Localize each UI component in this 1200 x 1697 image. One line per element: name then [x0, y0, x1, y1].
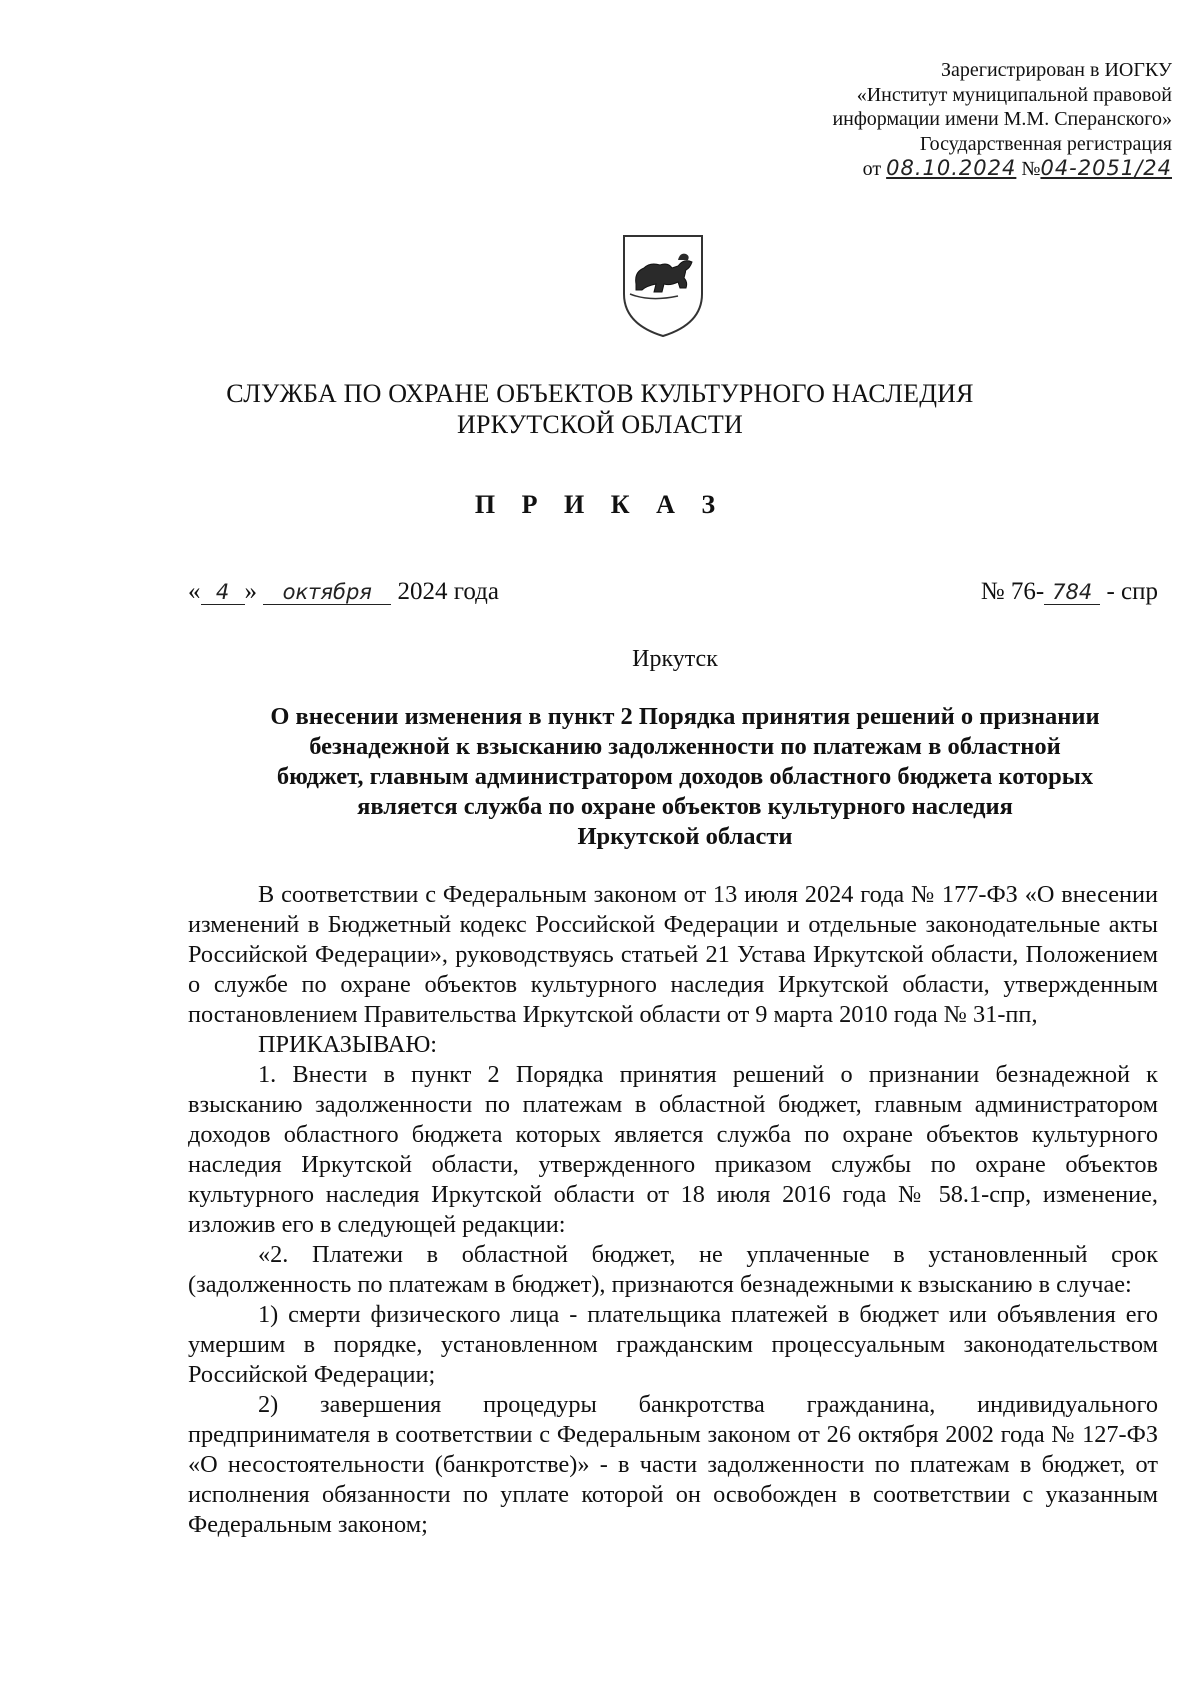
paragraph-subitem-1: 1) смерти физического лица - плательщика платежей в бюджет или объявления его умершим в порядке, установленном гражданским процессуальным законодательством Российской Федерации; [188, 1301, 1158, 1388]
coat-of-arms-icon [620, 232, 706, 340]
date-day: 4 [201, 580, 245, 605]
registration-line-2: «Институт муниципальной правовой [856, 83, 1172, 106]
registration-number-prefix: № [1021, 158, 1041, 180]
agency-line-1: СЛУЖБА ПО ОХРАНЕ ОБЪЕКТОВ КУЛЬТУРНОГО НАСЛЕДИЯ [226, 379, 974, 408]
date-year: 2024 года [397, 578, 499, 605]
registration-line-3: информации имени М.М. Сперанского» [832, 108, 1172, 130]
city: Иркутск [632, 646, 718, 672]
paragraph-item-2-intro: «2. Платежи в областной бюджет, не уплаченные в установленный срок (задолженность по платежам в бюджет), признаются безнадежными к взысканию в случае: [188, 1241, 1158, 1298]
registration-date-prefix: от [862, 158, 882, 180]
registration-date-value: 08.10.2024 [886, 156, 1017, 180]
paragraph-order-word: ПРИКАЗЫВАЮ: [258, 1031, 438, 1058]
order-subject [200, 702, 1170, 852]
subject-line-1: О внесении изменения в пункт 2 Порядка принятия решений о признании [270, 703, 1100, 730]
registration-date-line [752, 156, 1172, 182]
date-month: октября [263, 580, 391, 605]
order-number-prefix: № 76- [980, 578, 1045, 605]
paragraph-item-1: 1. Внести в пункт 2 Порядка принятия решений о признании безнадежной к взысканию задолженности по платежам в областной бюджет, главным администратором доходов областного бюджета которых является служба по охране объектов культурного наследия Иркутской области, утвержденного приказом службы по охране объектов культурного наследия Иркутской области от 18 июля 2016 года № 58.1-спр, изменение, изложив его в следующей редакции: [188, 1061, 1158, 1238]
agency-line-2: ИРКУТСКОЙ ОБЛАСТИ [456, 410, 743, 439]
agency-name [0, 378, 1200, 440]
order-date [188, 578, 499, 606]
registration-line-4: Государственная регистрация [919, 132, 1172, 155]
registration-stamp [752, 58, 1172, 182]
date-open-quote: « [188, 578, 201, 605]
order-body [188, 880, 1158, 1540]
date-close-quote: » [244, 578, 257, 605]
order-number-value: 784 [1044, 580, 1100, 605]
order-number [981, 578, 1158, 606]
subject-line-3: бюджет, главным администратором доходов областного бюджета которых [276, 763, 1094, 790]
paragraph-preamble: В соответствии с Федеральным законом от 13 июля 2024 года № 177-ФЗ «О внесении изменений в Бюджетный кодекс Российской Федерации и отдельные законодательные акты Российской Федерации», руководствуясь статьей 21 Устава Иркутской области, Положением о службе по охране объектов культурного наследия Иркутской области, утвержденным постановлением Правительства Иркутской области от 9 марта 2010 года № 31-пп, [188, 881, 1158, 1028]
subject-line-2: безнадежной к взысканию задолженности по платежам в областной [309, 733, 1061, 760]
order-number-suffix: - спр [1106, 578, 1158, 605]
order-title: П Р И К А З [474, 490, 726, 519]
paragraph-subitem-2: 2) завершения процедуры банкротства гражданина, индивидуального предпринимателя в соответствии с Федеральным законом от 26 октября 2002 года № 127-ФЗ «О несостоятельности (банкротстве)» - в части задолженности по платежам в бюджет, от исполнения обязанности по уплате которой он освобожден в соответствии с указанным Федеральным законом; [188, 1391, 1158, 1538]
registration-number-value: 04-2051/24 [1040, 156, 1172, 180]
registration-line-1: Зарегистрирован в ИОГКУ [941, 59, 1172, 81]
subject-line-5: Иркутской области [577, 823, 793, 850]
order-date-row [188, 578, 1158, 612]
subject-line-4: является служба по охране объектов культурного наследия [357, 793, 1013, 820]
